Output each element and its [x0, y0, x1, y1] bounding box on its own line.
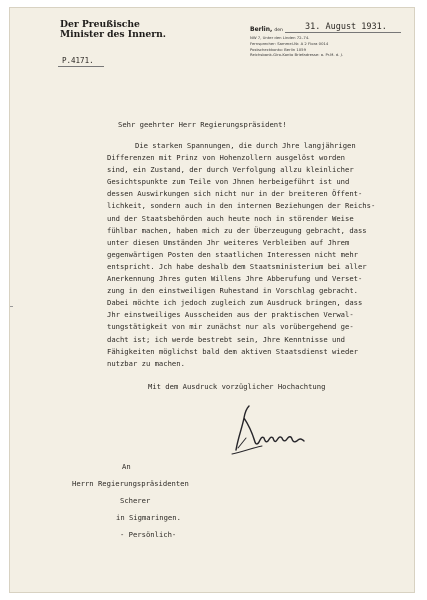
- body-line: lichkeit, sondern auch in den internen Beziehungen der Reichs-: [107, 201, 376, 211]
- letter-date: 31. August 1931.: [305, 22, 387, 32]
- body-line: nutzbar zu machen.: [107, 358, 185, 368]
- letterhead-address: [250, 35, 343, 58]
- reference-number: P.4171.: [62, 56, 94, 65]
- salutation: Sehr geehrter Herr Regierungspräsident!: [118, 120, 287, 129]
- date-rule: [285, 32, 401, 33]
- body-line: gegenwärtigen Posten den staatlichen Interessen nicht mehr: [107, 249, 358, 259]
- body-line: Fähigkeiten möglichst bald dem aktiven Staatsdienst wieder: [107, 346, 358, 356]
- body-line: und der Staatsbehörden auch heute noch in störender Weise: [107, 213, 354, 223]
- body-line: fühlbar machen, haben mich zu der Überzeugung gebracht, dass: [107, 225, 367, 235]
- ministry-line-1: Der Preußische: [60, 19, 140, 30]
- body-line: Jhr einstweiliges Ausscheiden aus der praktischen Verwal-: [107, 310, 354, 320]
- recipient-line: - Persönlich-: [120, 530, 177, 539]
- body-line: Die starken Spannungen, die durch Jhre langjährigen: [135, 141, 356, 150]
- address-line: Postscheckkonto: Berlin 1059: [250, 46, 307, 52]
- signature-handwritten: [222, 398, 312, 460]
- fold-mark: [10, 306, 13, 307]
- ministry-letterhead: [60, 20, 166, 40]
- body-line: Anerkennung Jhres guten Willens Jhre Abberufung und Verset-: [107, 274, 363, 284]
- recipient-block: [72, 458, 189, 543]
- body-line: Differenzen mit Prinz von Hohenzollern ausgelöst worden: [107, 153, 345, 163]
- recipient-name: Scherer: [120, 496, 151, 505]
- recipient-line: An: [122, 462, 131, 471]
- body-line: entspricht. Jch habe deshalb dem Staatsministerium bei aller: [107, 261, 367, 271]
- body-line: Dabei möchte ich jedoch zugleich zum Ausdruck bringen, dass: [107, 298, 363, 308]
- letter-sheet: [10, 8, 414, 592]
- recipient-line: in Sigmaringen.: [116, 513, 181, 522]
- body-line: Gesichtspunkte zum Teile von Jhnen herbeigeführt ist und: [107, 177, 350, 187]
- recipient-line: Herrn Regierungspräsidenten: [72, 479, 189, 488]
- body-line: unter diesen Umständen Jhr weiteres Verbleiben auf Jhrem: [107, 237, 350, 247]
- body-line: dessen Auswirkungen sich nicht nur in der breiteren Öffent-: [107, 189, 363, 199]
- address-line: Fernsprecher: Sammel-Nr. A 2 Flora 0014: [250, 40, 329, 46]
- body-line: tungstätigkeit von mir zunächst nur als vorübergehend ge-: [107, 322, 354, 332]
- ministry-line-2: Minister des Innern.: [60, 29, 166, 40]
- place-suffix: den: [274, 28, 283, 33]
- body-line: zung in den einstweiligen Ruhestand in Vorschlag gebracht.: [107, 286, 358, 296]
- body-line: dacht ist; ich werde bestrebt sein, Jhre Kenntnisse und: [107, 334, 345, 344]
- address-line: NW 7, Unter den Linden 72–74.: [250, 35, 310, 40]
- address-bank: Reichsbank-Giro-Konto: [250, 52, 294, 58]
- body-line: sind, ein Zustand, der durch Verfolgung allzu kleinlicher: [107, 165, 354, 175]
- closing-line: Mit dem Ausdruck vorzüglicher Hochachtung: [148, 382, 326, 391]
- place-name: Berlin,: [250, 26, 273, 33]
- address-note: Briefadresse: a. Pr.M. d. J.: [294, 52, 343, 58]
- letter-body: [107, 140, 407, 370]
- address-line: [250, 52, 343, 58]
- place-label: [250, 26, 283, 33]
- reference-rule: [58, 66, 104, 67]
